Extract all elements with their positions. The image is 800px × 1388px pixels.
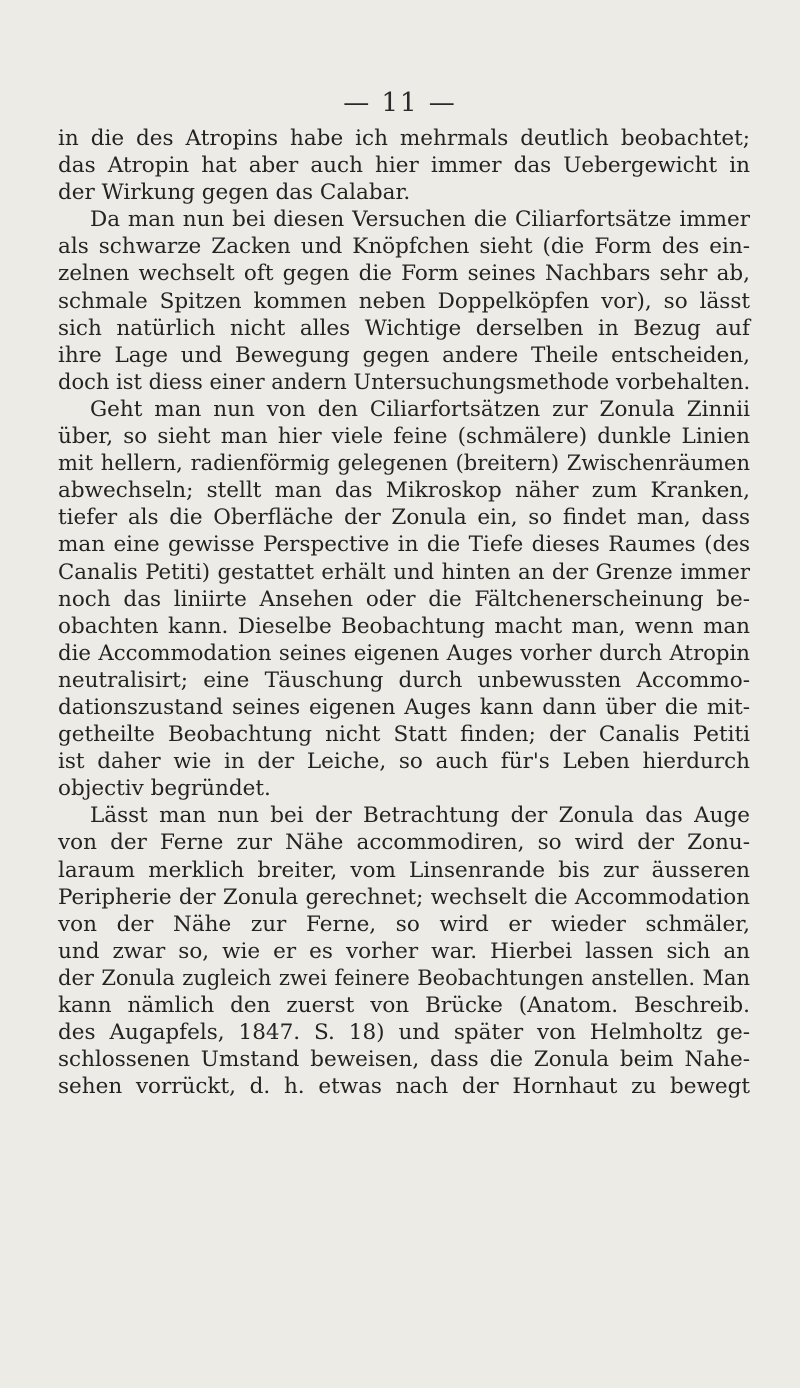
text-line: der Wirkung gegen das Calabar.	[58, 180, 411, 206]
text-line: obachten kann. Dieselbe Beobachtung macht man, wenn man	[58, 613, 750, 639]
page-number-header: — 11 —	[343, 88, 457, 118]
text-line: Lässt man nun bei der Betrachtung der Zonula das Auge	[90, 803, 750, 829]
text-line: ihre Lage und Bewegung gegen andere Theile entscheiden,	[58, 342, 750, 368]
body-text	[58, 125, 750, 1100]
text-line: die Accommodation seines eigenen Auges vorher durch Atropin	[58, 640, 750, 666]
text-line: als schwarze Zacken und Knöpfchen sieht (die Form des ein-	[58, 234, 750, 260]
text-line: neutralisirt; eine Täuschung durch unbewussten Accommo-	[58, 667, 750, 693]
text-line: schlossenen Umstand beweisen, dass die Zonula beim Nahe-	[58, 1047, 750, 1073]
text-line: tiefer als die Oberfläche der Zonula ein, so findet man, dass	[58, 505, 750, 531]
text-line: das Atropin hat aber auch hier immer das Uebergewicht in	[58, 153, 750, 179]
text-line: Da man nun bei diesen Versuchen die Ciliarfortsätze immer	[90, 207, 750, 233]
text-line: dationszustand seines eigenen Auges kann dann über die mit-	[58, 694, 750, 720]
text-line: von der Nähe zur Ferne, so wird er wieder schmäler,	[58, 911, 750, 937]
text-line: und zwar so, wie er es vorher war. Hierbei lassen sich an	[58, 938, 750, 964]
text-line: man eine gewisse Perspective in die Tiefe dieses Raumes (des	[58, 532, 750, 558]
text-line: doch ist diess einer andern Untersuchungsmethode vorbehalten.	[58, 369, 751, 394]
text-line: zelnen wechselt oft gegen die Form seines Nachbars sehr ab,	[58, 261, 750, 287]
text-line: Peripherie der Zonula gerechnet; wechselt die Accommodation	[58, 884, 750, 910]
text-line: laraum merklich breiter, vom Linsenrande bis zur äusseren	[58, 857, 750, 883]
text-line: über, so sieht man hier viele feine (schmälere) dunkle Linien	[58, 424, 750, 450]
text-line: Canalis Petiti) gestattet erhält und hinten an der Grenze immer	[58, 559, 750, 585]
text-line: des Augapfels, 1847. S. 18) und später von Helmholtz ge-	[58, 1020, 750, 1046]
text-line: getheilte Beobachtung nicht Statt finden; der Canalis Petiti	[58, 722, 750, 748]
text-line: mit hellern, radienförmig gelegenen (breitern) Zwischenräumen	[58, 451, 750, 476]
text-line: Geht man nun von den Ciliarfortsätzen zur Zonula Zinnii	[90, 396, 750, 422]
text-line: abwechseln; stellt man das Mikroskop näher zum Kranken,	[58, 478, 750, 504]
text-line: in die des Atropins habe ich mehrmals deutlich beobachtet;	[58, 126, 750, 151]
text-line: der Zonula zugleich zwei feinere Beobachtungen anstellen. Man	[58, 965, 750, 990]
text-line: objectiv begründet.	[58, 776, 271, 802]
text-line: kann nämlich den zuerst von Brücke (Anatom. Beschreib.	[58, 993, 750, 1018]
text-line: sehen vorrückt, d. h. etwas nach der Hornhaut zu bewegt	[58, 1074, 750, 1100]
text-line: ist daher wie in der Leiche, so auch für's Leben hierdurch	[58, 749, 750, 775]
text-line: sich natürlich nicht alles Wichtige derselben in Bezug auf	[58, 315, 750, 341]
text-line: von der Ferne zur Nähe accommodiren, so wird der Zonu-	[58, 830, 750, 856]
text-line: schmale Spitzen kommen neben Doppelköpfen vor), so lässt	[58, 288, 750, 314]
text-line: noch das liniirte Ansehen oder die Fältchenerscheinung be-	[58, 586, 750, 612]
